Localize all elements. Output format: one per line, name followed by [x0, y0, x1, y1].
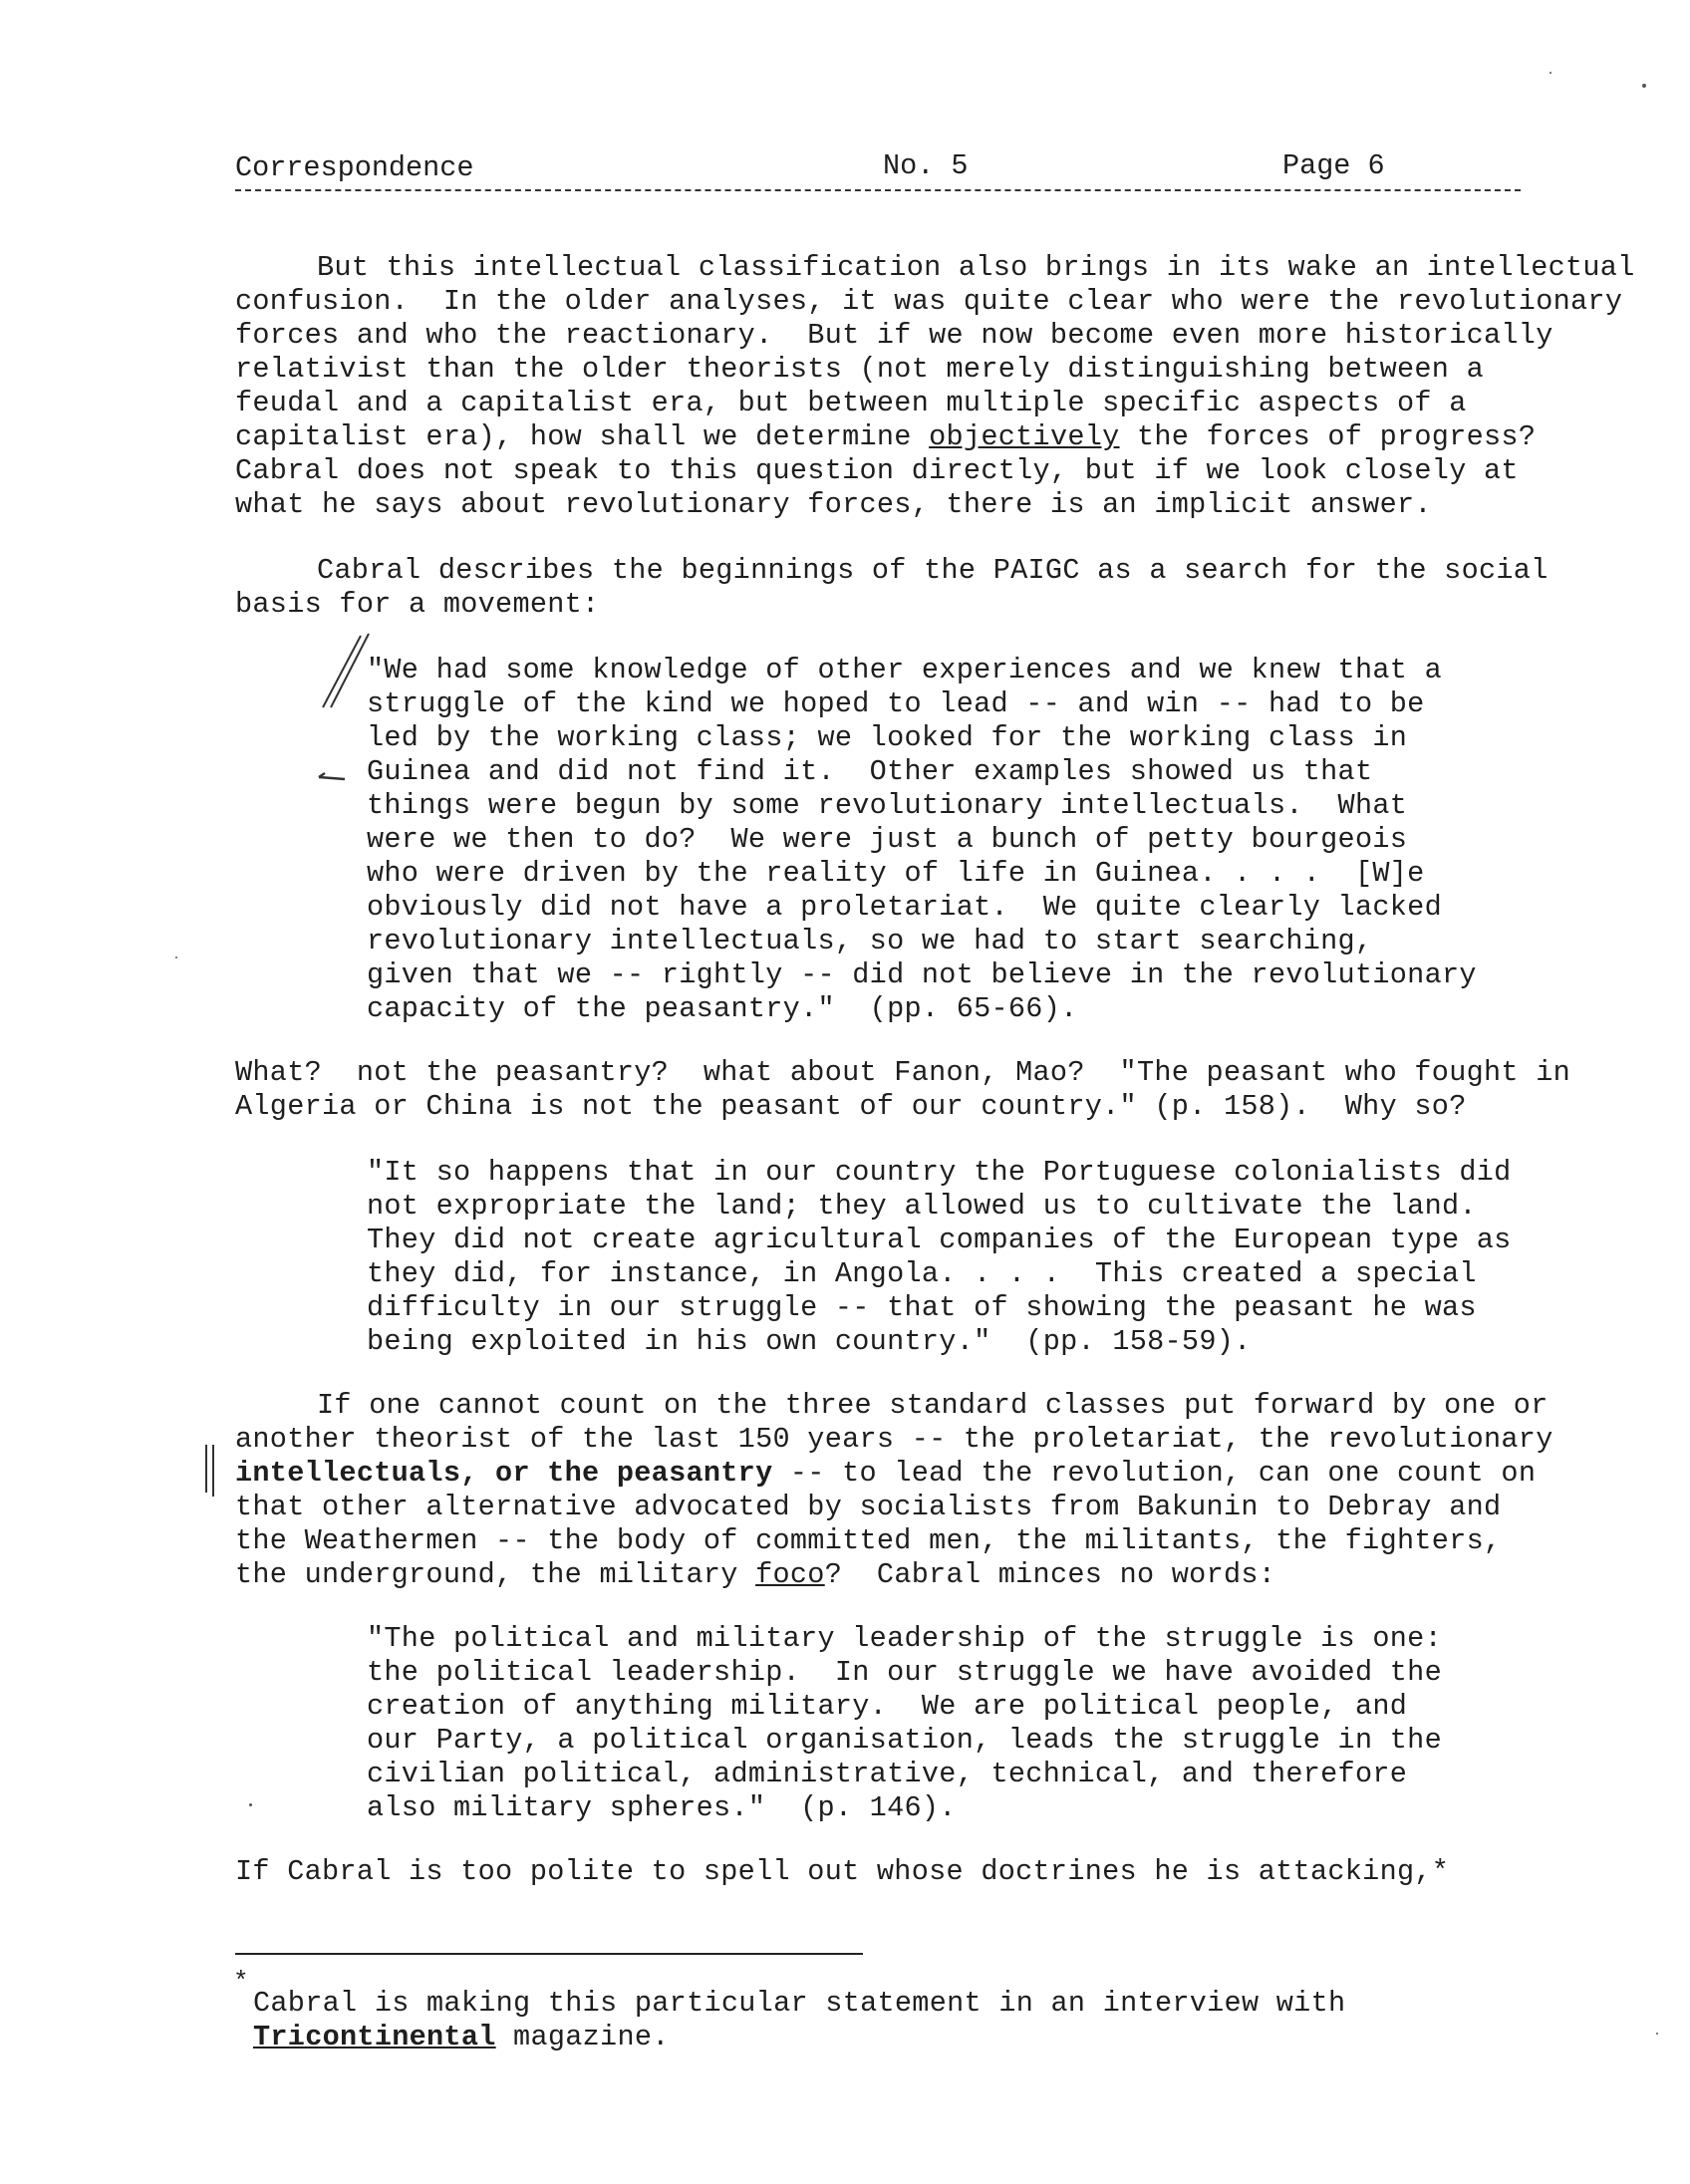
quote-line: They did not create agricultural companies of the European type as	[367, 1224, 1512, 1256]
quote-line: also military spheres." (p. 146).	[367, 1791, 957, 1824]
text-line: confusion. In the older analyses, it was quite clear who were the revolutionary	[235, 285, 1623, 318]
quote-line: capacity of the peasantry." (pp. 65-66).	[367, 992, 1078, 1025]
text-line: the Weathermen -- the body of committed men, the militants, the fighters,	[235, 1524, 1502, 1557]
header-left: Correspondence	[235, 151, 474, 184]
scan-speck	[1642, 84, 1646, 88]
footnote-title: Tricontinental	[253, 2021, 496, 2053]
scan-speck	[175, 956, 177, 958]
quote-line: difficulty in our struggle -- that of showing the peasant he was	[367, 1291, 1477, 1324]
text-line: forces and who the reactionary. But if we now become even more historically	[235, 319, 1553, 352]
text-line: Algeria or China is not the peasant of our country." (p. 158). Why so?	[235, 1090, 1467, 1123]
quote-line: "The political and military leadership of the struggle is one:	[367, 1622, 1442, 1655]
quote-line: not expropriate the land; they allowed us to cultivate the land.	[367, 1190, 1477, 1223]
footnote-marker: *	[233, 1967, 249, 1997]
header-right: Page 6	[1282, 149, 1385, 182]
quote-line: struggle of the kind we hoped to lead -- and win -- had to be	[367, 687, 1425, 720]
handwritten-slash-mark	[317, 628, 373, 713]
text-line: relativist than the older theorists (not merely distinguishing between a	[235, 353, 1484, 386]
footnote-line: Tricontinental magazine.	[253, 2021, 670, 2053]
underlined-word: objectively	[929, 420, 1120, 453]
quote-line: being exploited in his own country." (pp. 158-59).	[367, 1325, 1252, 1358]
quote-line: things were begun by some revolutionary intellectuals. What	[367, 789, 1408, 822]
text-line: basis for a movement:	[235, 588, 600, 621]
text-line: feudal and a capitalist era, but between multiple specific aspects of a	[235, 387, 1467, 419]
header-divider	[235, 189, 1521, 191]
quote-line: "It so happens that in our country the Portuguese colonialists did	[367, 1156, 1512, 1189]
text-line: another theorist of the last 150 years -- the proletariat, the revolutionary	[235, 1423, 1553, 1456]
text-line: What? not the peasantry? what about Fanon, Mao? "The peasant who fought in	[235, 1056, 1571, 1089]
footnote-rule	[235, 1953, 863, 1955]
scan-speck	[1656, 2033, 1658, 2035]
text-line: intellectuals, or the peasantry -- to lead the revolution, can one count on	[235, 1457, 1537, 1490]
quote-line: who were driven by the reality of life in Guinea. . . . [W]e	[367, 857, 1425, 890]
text-line: the underground, the military foco? Cabral minces no words:	[235, 1558, 1276, 1591]
quote-line: given that we -- rightly -- did not believe in the revolutionary	[367, 958, 1477, 991]
scan-speck	[1549, 72, 1551, 74]
footnote-line: Cabral is making this particular statement in an interview with	[253, 1987, 1346, 2020]
quote-line: "We had some knowledge of other experiences and we knew that a	[367, 654, 1442, 686]
header-center: No. 5	[883, 149, 969, 182]
text-line: Cabral does not speak to this question directly, but if we look closely at	[235, 454, 1519, 487]
quote-line: obviously did not have a proletariat. We quite clearly lacked	[367, 891, 1442, 924]
quote-line: the political leadership. In our struggle we have avoided the	[367, 1656, 1442, 1689]
quote-line: Guinea and did not find it. Other examples showed us that	[367, 755, 1373, 788]
text-line: what he says about revolutionary forces, there is an implicit answer.	[235, 488, 1432, 521]
paragraph-5: If Cabral is too polite to spell out whose doctrines he is attacking,*	[235, 1855, 1450, 1888]
text-line: Cabral describes the beginnings of the PAIGC as a search for the social	[317, 554, 1549, 587]
quote-line: civilian political, administrative, technical, and therefore	[367, 1758, 1408, 1790]
scan-speck	[249, 1803, 252, 1806]
underlined-word: foco	[755, 1558, 825, 1591]
text-line: that other alternative advocated by socialists from Bakunin to Debray and	[235, 1491, 1502, 1523]
quote-line: revolutionary intellectuals, so we had to start searching,	[367, 925, 1373, 957]
text-line: But this intellectual classification also brings in its wake an intellectual	[317, 251, 1635, 284]
quote-line: creation of anything military. We are political people, and	[367, 1690, 1408, 1723]
text-line: capitalist era), how shall we determine objectively the forces of progress?	[235, 420, 1537, 453]
quote-line: they did, for instance, in Angola. . . . This created a special	[367, 1257, 1477, 1290]
quote-line: our Party, a political organisation, leads the struggle in the	[367, 1724, 1442, 1757]
quote-line: led by the working class; we looked for the working class in	[367, 721, 1408, 754]
text-line: If one cannot count on the three standard classes put forward by one or	[317, 1389, 1549, 1422]
handwritten-arrow-mark	[317, 769, 349, 785]
quote-line: were we then to do? We were just a bunch of petty bourgeois	[367, 823, 1408, 856]
margin-double-bar-mark	[203, 1443, 217, 1499]
bold-phrase: intellectuals, or the peasantry	[235, 1457, 773, 1490]
